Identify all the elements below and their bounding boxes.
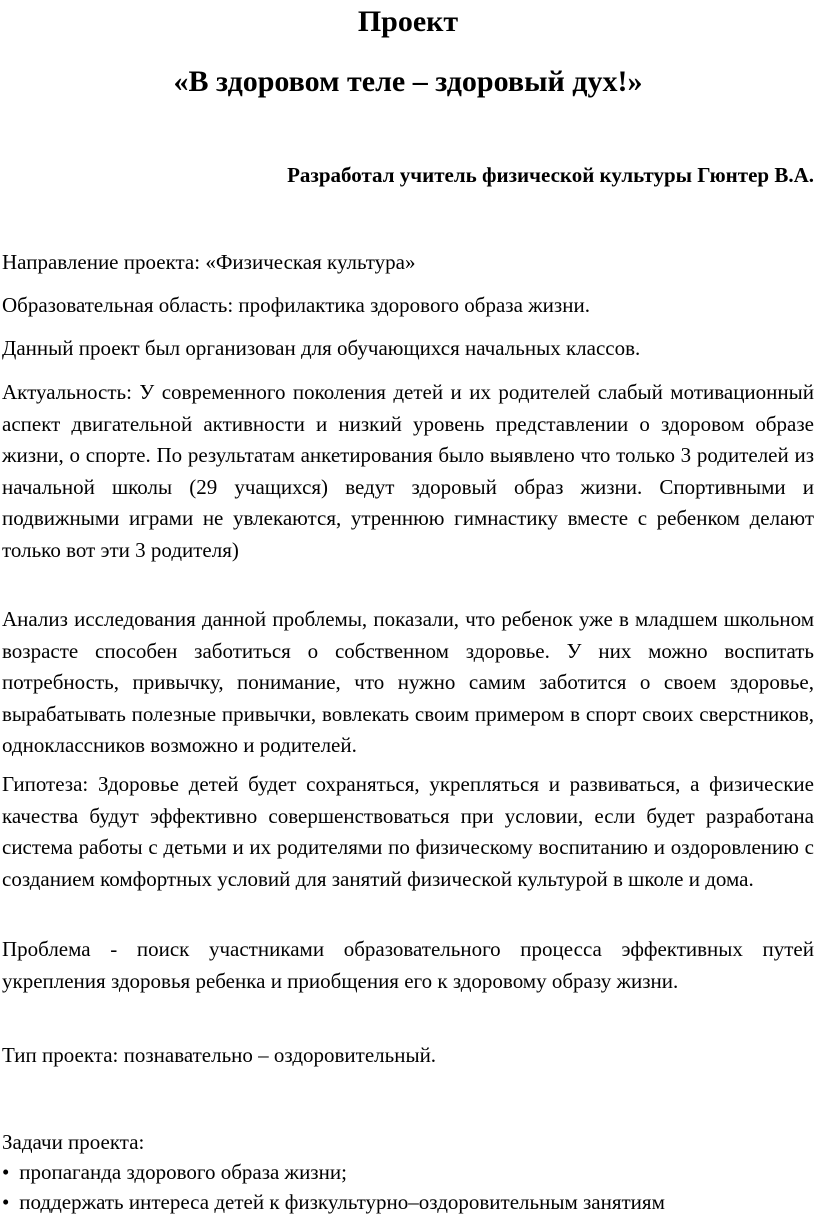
list-item — [2, 1187, 814, 1217]
relevance-paragraph: Актуальность: У современного поколения детей и их родителей слабый мотивационный аспект двигательной активности и низкий уровень представлении о здоровом образе жизни, о спорте. По результатам анкетирования было выявлено что только 3 родителей из начальной школы (29 учащихся) ведут здоровый образ жизни. Спортивными и подвижными играми не увлекаются, утреннюю гимнастику вместе с ребенком делают только вот эти 3 родителя) — [2, 380, 814, 562]
field-paragraph: Образовательная область: профилактика здорового образа жизни. — [2, 293, 590, 317]
audience-paragraph: Данный проект был организован для обучающихся начальных классов. — [2, 336, 641, 360]
task-text: пропаганда здорового образа жизни; — [19, 1160, 347, 1184]
tasks-heading: Задачи проекта: — [2, 1130, 145, 1154]
author-line: Разработал учитель физической культуры Гюнтер В.А. — [287, 163, 814, 187]
task-text: поддержать интереса детей к физкультурно–оздоровительным занятиям — [19, 1190, 665, 1214]
list-item — [2, 1157, 814, 1187]
tasks-list — [2, 1157, 814, 1217]
direction-paragraph: Направление проекта: «Физическая культура» — [2, 250, 416, 274]
bullet-icon: • — [2, 1190, 10, 1214]
analysis-paragraph: Анализ исследования данной проблемы, показали, что ребенок уже в младшем школьном возрасте способен заботиться о собственном здоровье. У них можно воспитать потребность, привычку, понимание, что нужно самим заботится о своем здоровье, вырабатывать полезные привычки, вовлекать своим примером в спорт своих сверстников, одноклассников возможно и родителей. — [2, 607, 814, 757]
bullet-icon: • — [2, 1160, 10, 1184]
hypothesis-paragraph: Гипотеза: Здоровье детей будет сохраняться, укрепляться и развиваться, а физические качества будут эффективно совершенствоваться при условии, если будет разработана система работы с детьми и их родителями по физическому воспитанию и оздоровлению с созданием комфортных условий для занятий физической культурой в школе и дома. — [2, 772, 814, 891]
document-title: Проект — [357, 5, 459, 38]
problem-paragraph: Проблема - поиск участниками образовательного процесса эффективных путей укрепления здоровья ребенка и приобщения его к здоровому образу жизни. — [2, 937, 814, 993]
project-name: «В здоровом теле – здоровый дух!» — [173, 65, 643, 98]
project-type-paragraph: Тип проекта: познавательно – оздоровительный. — [2, 1043, 437, 1067]
